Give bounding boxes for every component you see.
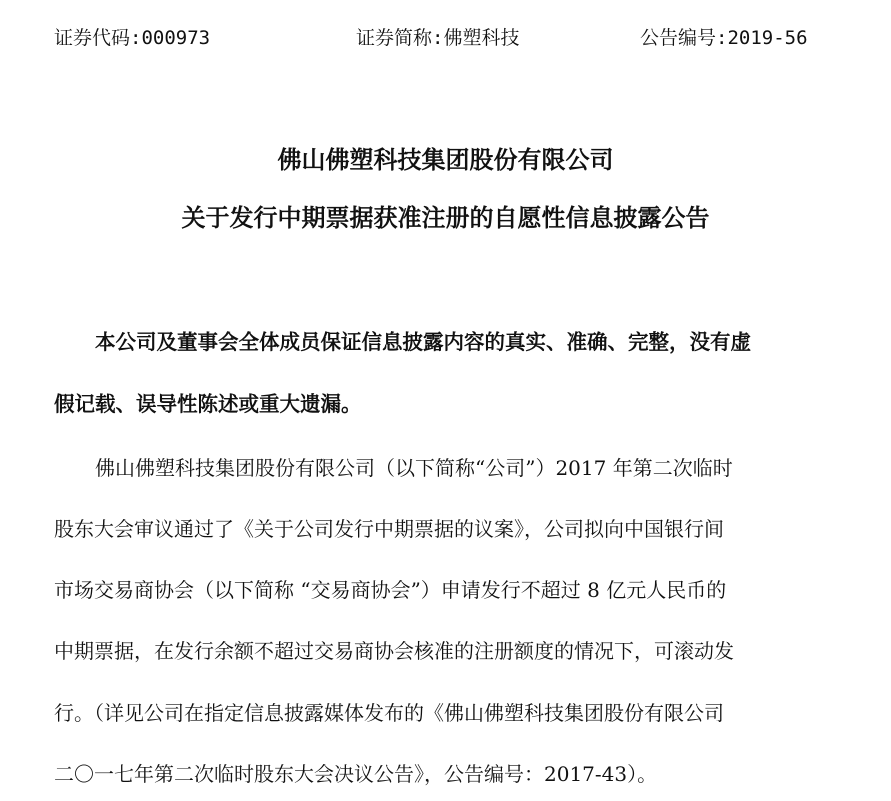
security-code: 证券代码:000973	[54, 27, 211, 49]
body-paragraph-line: 行。（详见公司在指定信息披露媒体发布的《佛山佛塑科技集团股份有限公司	[54, 701, 724, 725]
body-paragraph-line: 二〇一七年第二次临时股东大会决议公告》，公告编号：2017-43）。	[54, 762, 658, 786]
body-paragraph-line: 市场交易商协会（以下简称 “交易商协会”）申请发行不超过 8 亿元人民币的	[54, 578, 727, 602]
company-title: 佛山佛塑科技集团股份有限公司	[277, 146, 614, 174]
document-header	[0, 22, 891, 54]
body-paragraph-line: 佛山佛塑科技集团股份有限公司（以下简称“公司”）2017 年第二次临时	[95, 456, 733, 480]
body-paragraph-line: 中期票据，在发行余额不超过交易商协会核准的注册额度的情况下，可滚动发	[54, 639, 734, 663]
notice-title: 关于发行中期票据获准注册的自愿性信息披露公告	[181, 204, 710, 232]
board-statement-line: 本公司及董事会全体成员保证信息披露内容的真实、准确、完整，没有虚	[95, 330, 751, 354]
notice-number: 公告编号:2019-56	[640, 27, 808, 49]
security-abbreviation: 证券简称:佛塑科技	[356, 27, 520, 49]
board-statement-line: 假记载、误导性陈述或重大遗漏。	[54, 392, 362, 416]
body-paragraph-line: 股东大会审议通过了《关于公司发行中期票据的议案》，公司拟向中国银行间	[54, 517, 724, 541]
